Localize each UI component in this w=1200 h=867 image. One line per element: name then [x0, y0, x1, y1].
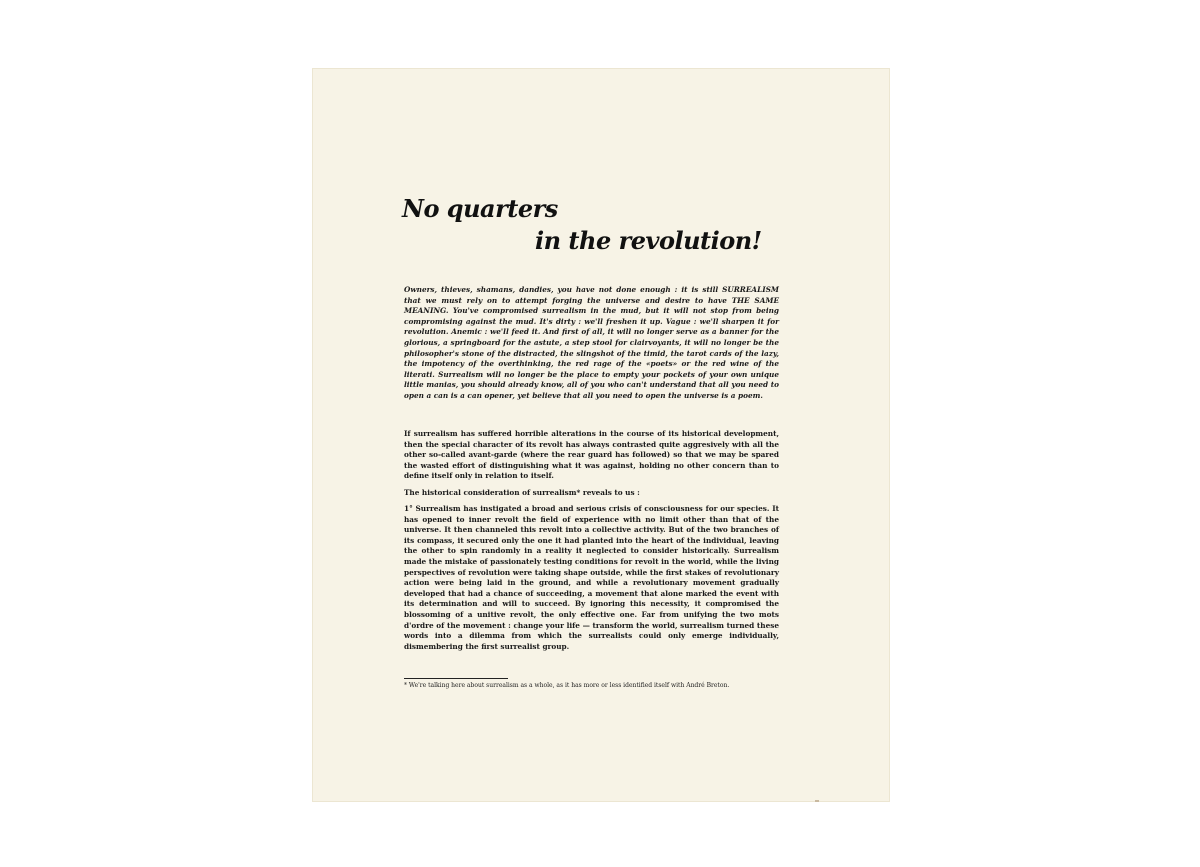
body-paragraph-2: The historical consideration of surrealism* reveals to us :: [404, 488, 640, 497]
body-paragraph-3: 1° Surrealism has instigated a broad and serious crisis of consciousness for our species. It has opened to inner revolt the field of experience with no limit other than that of the universe. It then channeled this revolt into a collective activity. But of the two branches of its compass, it secured only the one it had planted into the heart of the individual, leaving the other to spin randomly in a reality it neglected to consider historically. Surrealism made the mistake of passionately testing conditions for revolt in the world, while the living perspectives of revolution were taking shape outside, while the first stakes of revolutionary action were being laid in the ground, and while a revolutionary movement gradually developed that had a chance of succeeding, a movement that alone marked the event with its determination and will to succeed. By ignoring this necessity, it compromised the blossoming of a unitive revolt, the only effective one. Far from unifying the two mots d'ordre of the movement : change your life — transform the world, surrealism turned these words into a dilemma from which the surrealists could only emerge individually, dismembering the first surrealist group.: [404, 504, 779, 651]
paper-mark: [815, 800, 819, 802]
title-line-2: in the revolution!: [535, 226, 762, 255]
body-paragraph-1: If surrealism has suffered horrible alterations in the course of its historical development, then the special character of its revolt has always contrasted quite aggresively with all the other so-called avant-garde (where the rear guard has followed) so that we may be spared the wasted effort of distinguishing what it was against, holding no other concern than to define itself only in relation to itself.: [404, 429, 779, 481]
footnote: * We're talking here about surrealism as a whole, as it has more or less identified itself with André Breton.: [404, 682, 730, 689]
intro-paragraph: Owners, thieves, shamans, dandies, you have not done enough : it is still SURREALISM that we must rely on to attempt forging the universe and desire to have THE SAME MEANING. You've compromised surrealism in the mud, but it will not stop from being compromising against the mud. It's dirty : we'll freshen it up. Vague : we'll sharpen it for revolution. Anemic : we'll feed it. And first of all, it will no longer serve as a banner for the glorious, a springboard for the astute, a step stool for clairvoyants, it will no longer be the philosopher's stone of the distracted, the slingshot of the timid, the tarot cards of the lazy, the impotency of the overthinking, the red rage of the «poets» or the red wine of the literati. Surrealism will no longer be the place to empty your pockets of your own unique little manias, you should already know, all of you who can't understand that all you need to open a can is a can opener, yet believe that all you need to open the universe is a poem.: [404, 285, 779, 400]
title-line-1: No quarters: [402, 194, 558, 223]
document-page: [312, 68, 890, 802]
footnote-divider: [404, 678, 508, 679]
